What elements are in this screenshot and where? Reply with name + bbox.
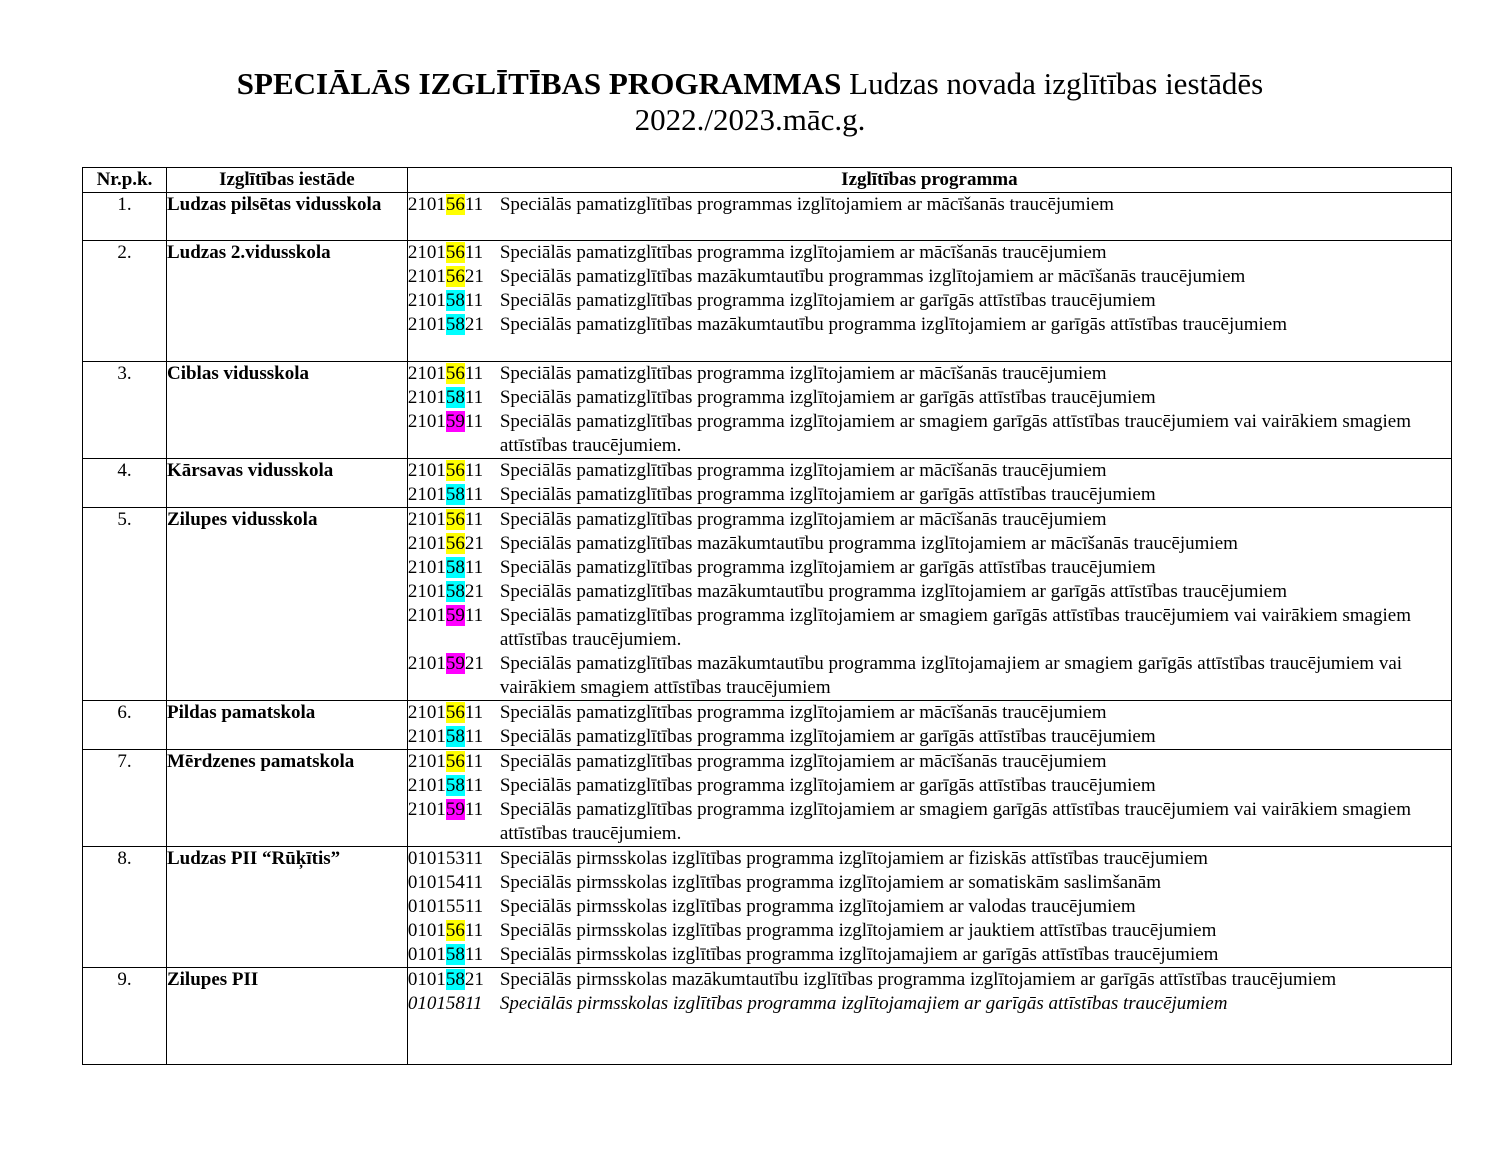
program-code: [408, 604, 500, 652]
program-item: [408, 556, 1451, 580]
code-suffix: 11: [464, 702, 484, 723]
program-item: [408, 871, 1451, 895]
table-row: [83, 701, 1452, 750]
program-item: [408, 725, 1451, 749]
program-description: Speciālās pamatizglītības programma izglītojamiem ar garīgās attīstības traucējumiem: [499, 557, 1156, 578]
code-prefix: 2101: [407, 460, 446, 481]
code-prefix: 2101: [407, 484, 446, 505]
code-highlight: 58: [445, 290, 465, 311]
program-description: Speciālās pamatizglītības programma izglītojamiem ar garīgās attīstības traucējumiem: [499, 387, 1156, 408]
program-code: [408, 895, 500, 919]
program-item: [408, 289, 1451, 313]
program-code: [408, 532, 500, 556]
program-list: [407, 241, 1451, 362]
code-prefix: 0101: [407, 969, 446, 990]
code-suffix: 11: [464, 411, 484, 432]
code-prefix: 2101: [407, 533, 446, 554]
code-suffix: 21: [464, 653, 484, 674]
code-highlight: 58: [445, 314, 465, 335]
code-highlight: 56: [445, 751, 465, 772]
program-code: [408, 289, 500, 313]
code-prefix: 2101: [407, 411, 446, 432]
program-description: Speciālās pamatizglītības programmas izglītojamiem ar mācīšanās traucējumiem: [499, 194, 1114, 215]
program-description: Speciālās pirmsskolas izglītības programma izglītojamiem ar valodas traucējumiem: [499, 896, 1136, 917]
program-description: Speciālās pamatizglītības mazākumtautību programma izglītojamiem ar garīgās attīstības traucējumiem: [499, 314, 1288, 335]
program-code: [408, 580, 500, 604]
program-item: [408, 483, 1451, 507]
code-suffix: 21: [464, 533, 484, 554]
code-highlight: 58: [445, 557, 465, 578]
code-suffix: 21: [464, 314, 484, 335]
code-suffix: 11: [464, 944, 484, 965]
program-code: [408, 798, 500, 846]
program-item: [408, 580, 1451, 604]
program-description: Speciālās pamatizglītības mazākumtautību programma izglītojamiem ar mācīšanās traucējumiem: [499, 533, 1238, 554]
code-suffix: 11: [464, 751, 484, 772]
program-code: [408, 725, 500, 749]
code-prefix: 2101: [407, 799, 446, 820]
code-suffix: 11: [464, 775, 484, 796]
school-name: Zilupes vidusskola: [166, 508, 407, 701]
school-name: Mērdzenes pamatskola: [166, 750, 407, 847]
code-highlight: 59: [445, 605, 465, 626]
code-suffix: 11: [464, 920, 484, 941]
program-item: [408, 508, 1451, 532]
code-highlight: 58: [445, 581, 465, 602]
table-row: [83, 750, 1452, 847]
code-suffix: 11: [464, 484, 484, 505]
program-list: [407, 362, 1451, 459]
code-suffix: 11: [464, 387, 484, 408]
row-number: 9.: [83, 968, 167, 1065]
table-row: [83, 508, 1452, 701]
code-prefix: 01015511: [407, 896, 484, 917]
table-row: [83, 362, 1452, 459]
program-item: [408, 750, 1451, 774]
title-bold: SPECIĀLĀS IZGLĪTĪBAS PROGRAMMAS: [236, 66, 842, 101]
code-prefix: 2101: [407, 605, 446, 626]
code-prefix: 01015311: [407, 848, 484, 869]
school-name: Ludzas pilsētas vidusskola: [166, 193, 407, 241]
code-suffix: 21: [464, 969, 484, 990]
program-code: [408, 992, 500, 1016]
program-code: [408, 871, 500, 895]
program-item: [408, 895, 1451, 919]
program-code: [408, 652, 500, 700]
code-highlight: 58: [445, 944, 465, 965]
program-code: [408, 241, 500, 265]
program-code: [408, 701, 500, 725]
program-item: [408, 459, 1451, 483]
program-code: [408, 774, 500, 798]
program-list: [407, 459, 1451, 508]
program-description: Speciālās pirmsskolas mazākumtautību izglītības programma izglītojamiem ar garīgās attīstības traucējumiem: [499, 969, 1337, 990]
code-highlight: 56: [445, 194, 465, 215]
table-row: [83, 193, 1452, 241]
row-number: 1.: [83, 193, 167, 241]
program-list: [407, 968, 1451, 1065]
program-description: Speciālās pamatizglītības mazākumtautību programmas izglītojamiem ar mācīšanās traucējumiem: [499, 266, 1246, 287]
program-description: Speciālās pamatizglītības programma izglītojamiem ar mācīšanās traucējumiem: [499, 363, 1107, 384]
header-school: Izglītības iestāde: [166, 168, 407, 193]
program-code: [408, 847, 500, 871]
programs-table: [82, 167, 1452, 1065]
code-prefix: 2101: [407, 509, 446, 530]
code-highlight: 56: [445, 702, 465, 723]
school-name: Zilupes PII: [166, 968, 407, 1065]
header-nr: Nr.p.k.: [83, 168, 167, 193]
program-description: Speciālās pamatizglītības programma izglītojamiem ar mācīšanās traucējumiem: [499, 242, 1107, 263]
code-prefix: 01015811: [407, 993, 483, 1014]
code-prefix: 2101: [407, 242, 446, 263]
program-description: Speciālās pirmsskolas izglītības programma izglītojamajiem ar garīgās attīstības traucējumiem: [499, 993, 1228, 1014]
program-item: [408, 992, 1451, 1016]
school-name: Ciblas vidusskola: [166, 362, 407, 459]
program-item: [408, 313, 1451, 337]
program-list: [407, 193, 1451, 241]
code-suffix: 11: [464, 557, 484, 578]
code-suffix: 11: [464, 726, 484, 747]
title-rest: Ludzas novada izglītības iestādēs: [849, 66, 1264, 101]
program-item: [408, 604, 1451, 652]
program-item: [408, 798, 1451, 846]
row-number: 4.: [83, 459, 167, 508]
code-suffix: 11: [464, 509, 484, 530]
code-prefix: 2101: [407, 363, 446, 384]
code-suffix: 11: [464, 605, 484, 626]
code-suffix: 11: [464, 799, 484, 820]
code-prefix: 2101: [407, 581, 446, 602]
program-list: [407, 508, 1451, 701]
program-code: [408, 386, 500, 410]
program-item: [408, 968, 1451, 992]
header-program: Izglītības programma: [407, 168, 1451, 193]
program-item: [408, 774, 1451, 798]
code-suffix: 21: [464, 581, 484, 602]
program-code: [408, 943, 500, 967]
code-highlight: 56: [445, 242, 465, 263]
program-description: Speciālās pamatizglītības programma izglītojamiem ar garīgās attīstības traucējumiem: [499, 775, 1156, 796]
school-name: Ludzas 2.vidusskola: [166, 241, 407, 362]
code-suffix: 11: [464, 290, 484, 311]
program-code: [408, 362, 500, 386]
program-description: Speciālās pirmsskolas izglītības programma izglītojamajiem ar garīgās attīstības traucējumiem: [499, 944, 1219, 965]
row-number: 6.: [83, 701, 167, 750]
code-suffix: 11: [464, 242, 484, 263]
code-highlight: 56: [445, 533, 465, 554]
code-highlight: 58: [445, 484, 465, 505]
program-description: Speciālās pamatizglītības mazākumtautību programma izglītojamajiem ar smagiem garīgās attīstības traucējumiem vai vairākiem smagiem attīstības traucējumiem: [499, 653, 1403, 698]
program-description: Speciālās pirmsskolas izglītības programma izglītojamiem ar jauktiem attīstības traucējumiem: [499, 920, 1217, 941]
program-code: [408, 410, 500, 458]
program-description: Speciālās pamatizglītības programma izglītojamiem ar smagiem garīgās attīstības traucējumiem vai vairākiem smagiem attīstības traucējumiem.: [499, 799, 1411, 844]
program-description: Speciālās pamatizglītības programma izglītojamiem ar smagiem garīgās attīstības traucējumiem vai vairākiem smagiem attīstības traucējumiem.: [499, 411, 1411, 456]
title-year: 2022./2023.māc.g.: [634, 102, 866, 137]
program-description: Speciālās pamatizglītības programma izglītojamiem ar smagiem garīgās attīstības traucējumiem vai vairākiem smagiem attīstības traucējumiem.: [499, 605, 1411, 650]
code-highlight: 58: [445, 387, 465, 408]
code-prefix: 2101: [407, 702, 446, 723]
program-item: [408, 847, 1451, 871]
code-prefix: 01015411: [407, 872, 484, 893]
table-row: [83, 459, 1452, 508]
program-description: Speciālās pamatizglītības programma izglītojamiem ar mācīšanās traucējumiem: [499, 751, 1107, 772]
code-prefix: 2101: [407, 194, 446, 215]
code-prefix: 2101: [407, 314, 446, 335]
code-highlight: 56: [445, 920, 465, 941]
row-number: 5.: [83, 508, 167, 701]
code-prefix: 2101: [407, 557, 446, 578]
code-highlight: 56: [445, 363, 465, 384]
program-list: [407, 847, 1451, 968]
program-item: [408, 241, 1451, 265]
school-name: Kārsavas vidusskola: [166, 459, 407, 508]
program-code: [408, 459, 500, 483]
program-description: Speciālās pamatizglītības programma izglītojamiem ar mācīšanās traucējumiem: [499, 460, 1107, 481]
code-suffix: 11: [464, 194, 484, 215]
code-suffix: 11: [464, 460, 484, 481]
table-row: [83, 847, 1452, 968]
code-highlight: 58: [445, 775, 465, 796]
program-description: Speciālās pirmsskolas izglītības programma izglītojamiem ar fiziskās attīstības traucējumiem: [499, 848, 1208, 869]
code-suffix: 11: [464, 363, 484, 384]
code-highlight: 58: [445, 726, 465, 747]
program-item: [408, 193, 1451, 217]
program-code: [408, 968, 500, 992]
program-code: [408, 313, 500, 337]
code-prefix: 2101: [407, 387, 446, 408]
code-highlight: 56: [445, 460, 465, 481]
document-title: [0, 66, 1500, 138]
code-prefix: 2101: [407, 266, 446, 287]
code-highlight: 56: [445, 509, 465, 530]
program-code: [408, 483, 500, 507]
code-highlight: 59: [445, 653, 465, 674]
program-code: [408, 265, 500, 289]
program-item: [408, 410, 1451, 458]
program-list: [407, 701, 1451, 750]
program-item: [408, 919, 1451, 943]
program-code: [408, 508, 500, 532]
program-description: Speciālās pamatizglītības programma izglītojamiem ar garīgās attīstības traucējumiem: [499, 726, 1156, 747]
code-prefix: 2101: [407, 751, 446, 772]
program-description: Speciālās pamatizglītības programma izglītojamiem ar mācīšanās traucējumiem: [499, 509, 1107, 530]
program-code: [408, 750, 500, 774]
code-prefix: 2101: [407, 775, 446, 796]
program-description: Speciālās pamatizglītības mazākumtautību programma izglītojamiem ar garīgās attīstības traucējumiem: [499, 581, 1288, 602]
table-row: [83, 968, 1452, 1065]
code-highlight: 59: [445, 411, 465, 432]
program-item: [408, 386, 1451, 410]
program-item: [408, 532, 1451, 556]
program-item: [408, 943, 1451, 967]
school-name: Pildas pamatskola: [166, 701, 407, 750]
table-header-row: [83, 168, 1452, 193]
row-number: 8.: [83, 847, 167, 968]
program-item: [408, 652, 1451, 700]
program-description: Speciālās pamatizglītības programma izglītojamiem ar garīgās attīstības traucējumiem: [499, 484, 1156, 505]
program-description: Speciālās pamatizglītības programma izglītojamiem ar garīgās attīstības traucējumiem: [499, 290, 1156, 311]
table-row: [83, 241, 1452, 362]
row-number: 2.: [83, 241, 167, 362]
program-item: [408, 265, 1451, 289]
program-description: Speciālās pirmsskolas izglītības programma izglītojamiem ar somatiskām saslimšanām: [499, 872, 1161, 893]
program-code: [408, 919, 500, 943]
row-number: 7.: [83, 750, 167, 847]
code-prefix: 2101: [407, 653, 446, 674]
program-code: [408, 556, 500, 580]
program-description: Speciālās pamatizglītības programma izglītojamiem ar mācīšanās traucējumiem: [499, 702, 1107, 723]
code-suffix: 21: [464, 266, 484, 287]
program-code: [408, 193, 500, 217]
code-prefix: 0101: [407, 920, 446, 941]
program-item: [408, 701, 1451, 725]
code-highlight: 59: [445, 799, 465, 820]
code-prefix: 2101: [407, 726, 446, 747]
code-prefix: 2101: [407, 290, 446, 311]
code-prefix: 0101: [407, 944, 446, 965]
code-highlight: 56: [445, 266, 465, 287]
program-item: [408, 362, 1451, 386]
school-name: Ludzas PII “Rūķītis”: [166, 847, 407, 968]
code-highlight: 58: [445, 969, 465, 990]
row-number: 3.: [83, 362, 167, 459]
program-list: [407, 750, 1451, 847]
